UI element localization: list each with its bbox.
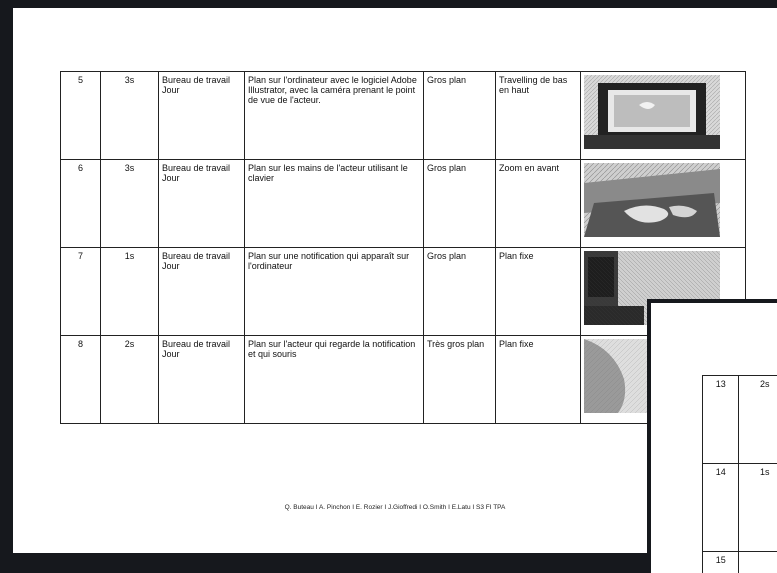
shot-number: 15 [703, 552, 739, 573]
shot-size: Gros plan [424, 72, 496, 160]
shot-duration: 1s [101, 248, 159, 336]
shot-duration: 3s [101, 72, 159, 160]
shot-number: 7 [61, 248, 101, 336]
storyboard-table-2 [702, 375, 777, 573]
shot-description: Plan sur l'ordinateur avec le logiciel Adobe Illustrator, avec la caméra prenant le point de vue de l'acteur. [245, 72, 424, 160]
camera-movement: Plan fixe [496, 248, 581, 336]
table-row [61, 160, 746, 248]
sketch-cell [581, 160, 746, 248]
sketch-image-hands-keyboard [584, 163, 720, 237]
shot-location: Bureau de travail Jour [159, 72, 245, 160]
shot-duration: 2s [101, 336, 159, 424]
storyboard-table [60, 71, 746, 424]
sketch-cell [581, 72, 746, 160]
shot-duration: 2s [739, 376, 777, 464]
shot-description: Plan sur une notification qui apparaît sur l'ordinateur [245, 248, 424, 336]
table-row [61, 72, 746, 160]
camera-movement: Travelling de bas en haut [496, 72, 581, 160]
table-row [703, 552, 777, 573]
shot-size: Très gros plan [424, 336, 496, 424]
table-row [61, 248, 746, 336]
page-footer: Q. Buteau I A. Pinchon I E. Rozier I J.Gioffredi I O.Smith I E.Latu I S3 FI TPA [13, 504, 777, 511]
shot-duration: 1s [739, 464, 777, 552]
shot-description: Plan sur l'acteur qui regarde la notification et qui souris [245, 336, 424, 424]
table-row [703, 464, 777, 552]
shot-duration [739, 552, 777, 573]
shot-number: 8 [61, 336, 101, 424]
shot-location: Bureau de travail Jour [159, 160, 245, 248]
shot-duration: 3s [101, 160, 159, 248]
shot-description: Plan sur les mains de l'acteur utilisant le clavier [245, 160, 424, 248]
table-row [61, 336, 746, 424]
shot-size: Gros plan [424, 160, 496, 248]
overlapping-page [647, 299, 777, 573]
shot-location: Bureau de travail Jour [159, 336, 245, 424]
shot-number: 6 [61, 160, 101, 248]
shot-size: Gros plan [424, 248, 496, 336]
table-row [703, 376, 777, 464]
camera-movement: Plan fixe [496, 336, 581, 424]
camera-movement: Zoom en avant [496, 160, 581, 248]
shot-location: Bureau de travail Jour [159, 248, 245, 336]
sketch-image-computer [584, 75, 720, 149]
shot-number: 13 [703, 376, 739, 464]
shot-number: 14 [703, 464, 739, 552]
shot-number: 5 [61, 72, 101, 160]
